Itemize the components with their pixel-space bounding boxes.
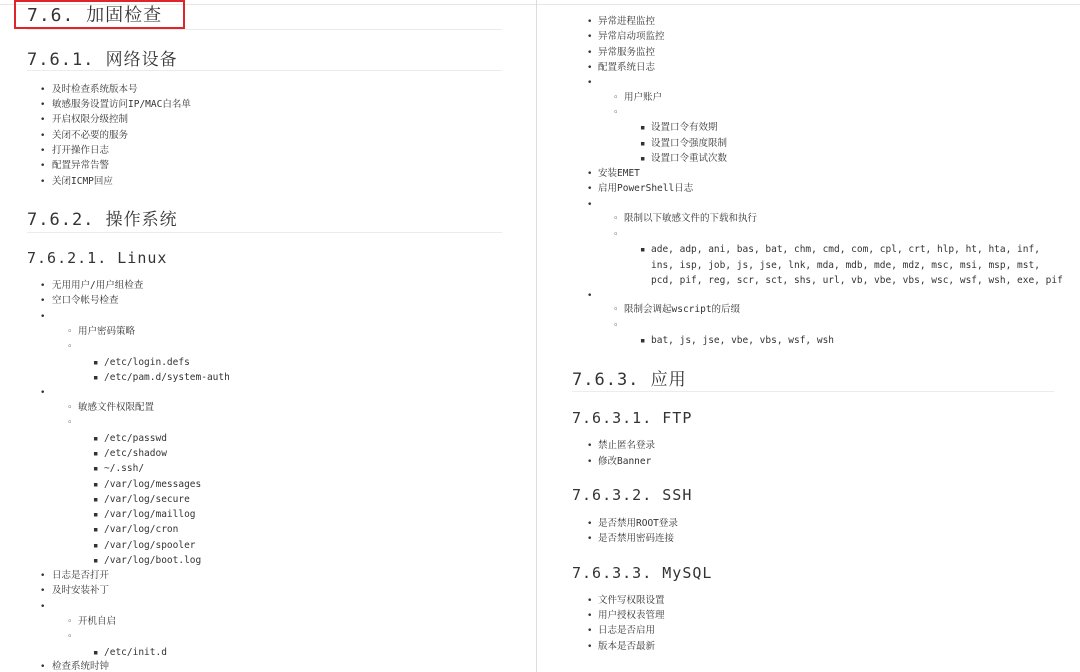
bullet-circle: ◦ [67, 403, 73, 413]
heading-underline [27, 70, 502, 71]
bullet-disc: • [40, 296, 46, 306]
list-item: 用户授权表管理 [598, 610, 665, 621]
bullet-disc: • [587, 534, 593, 544]
list-item: 关闭不必要的服务 [52, 130, 129, 141]
bullet-square: ▪ [640, 139, 646, 149]
path-item: /var/log/spooler [104, 540, 196, 551]
heading-underline [572, 391, 1054, 392]
list-item: 异常服务监控 [598, 47, 656, 58]
bullet-disc: • [587, 291, 593, 301]
bullet-disc: • [587, 184, 593, 194]
path-item: /etc/passwd [104, 433, 167, 444]
bullet-disc: • [587, 32, 593, 42]
bullet-square: ▪ [640, 123, 646, 133]
bullet-square: ▪ [640, 154, 646, 164]
bullet-square: ▪ [93, 556, 99, 566]
list-item: 检查系统时钟 [52, 661, 110, 672]
bullet-square: ▪ [93, 464, 99, 474]
heading-underline [27, 29, 502, 30]
list-item: 设置口令强度限制 [651, 138, 728, 149]
extension-list-line: ins, isp, job, js, jse, lnk, mda, mdb, mde, mdz, msc, msi, msp, mst, [651, 260, 1040, 271]
bullet-disc: • [40, 571, 46, 581]
list-item: 禁止匿名登录 [598, 440, 656, 451]
bullet-disc: • [40, 662, 46, 672]
list-item: 用户账户 [624, 92, 663, 103]
list-item: 关闭ICMP回应 [52, 176, 113, 187]
bullet-circle: ◦ [67, 617, 73, 627]
list-item: 异常启动项监控 [598, 31, 665, 42]
bullet-circle: ◦ [613, 93, 619, 103]
list-item: 限制会调起wscript的后缀 [624, 304, 741, 315]
extension-list-line: bat, js, jse, vbe, vbs, wsf, wsh [651, 335, 835, 346]
bullet-disc: • [40, 146, 46, 156]
bullet-square: ▪ [93, 373, 99, 383]
bullet-disc: • [587, 596, 593, 606]
list-item: 文件写权限设置 [598, 595, 665, 606]
bullet-square: ▪ [640, 245, 646, 255]
bullet-circle: ◦ [613, 321, 619, 331]
list-item: 开机自启 [78, 616, 117, 627]
bullet-disc: • [40, 281, 46, 291]
path-item: /var/log/messages [104, 479, 202, 490]
bullet-disc: • [587, 63, 593, 73]
list-item: 配置异常告警 [52, 160, 110, 171]
bullet-square: ▪ [640, 336, 646, 346]
bullet-disc: • [40, 161, 46, 171]
extension-list-line: ade, adp, ani, bas, bat, chm, cmd, com, cpl, crt, hlp, ht, hta, inf, [651, 244, 1040, 255]
bullet-disc: • [587, 457, 593, 467]
bullet-disc: • [40, 602, 46, 612]
bullet-square: ▪ [93, 510, 99, 520]
bullet-square: ▪ [93, 434, 99, 444]
list-item: 打开操作日志 [52, 145, 110, 156]
path-item: /var/log/secure [104, 494, 190, 505]
os-heading: 7.6.2. 操作系统 [27, 210, 178, 230]
list-item: 是否禁用ROOT登录 [598, 518, 678, 529]
bullet-circle: ◦ [67, 418, 73, 428]
bullet-circle: ◦ [613, 230, 619, 240]
bullet-circle: ◦ [613, 305, 619, 315]
path-item: /etc/shadow [104, 448, 167, 459]
list-item: 用户密码策略 [78, 326, 136, 337]
bullet-circle: ◦ [613, 214, 619, 224]
list-item: 版本是否最新 [598, 641, 656, 652]
network-devices-heading: 7.6.1. 网络设备 [27, 50, 178, 70]
right-column [540, 0, 1080, 672]
list-item: 开启权限分级控制 [52, 114, 129, 125]
bullet-disc: • [587, 78, 593, 88]
bullet-disc: • [587, 611, 593, 621]
ftp-heading: 7.6.3.1. FTP [572, 409, 693, 427]
bullet-disc: • [40, 586, 46, 596]
application-heading: 7.6.3. 应用 [572, 370, 687, 390]
list-item: 修改Banner [598, 456, 652, 467]
bullet-square: ▪ [93, 480, 99, 490]
bullet-disc: • [40, 388, 46, 398]
bullet-square: ▪ [93, 358, 99, 368]
bullet-disc: • [40, 85, 46, 95]
bullet-square: ▪ [93, 495, 99, 505]
list-item: 安装EMET [598, 168, 640, 179]
highlight-box [14, 0, 185, 29]
linux-heading: 7.6.2.1. Linux [27, 249, 168, 267]
bullet-disc: • [587, 48, 593, 58]
section-title: 7.6. 加固检查 [27, 5, 163, 26]
list-item: 及时安装补丁 [52, 585, 110, 596]
bullet-square: ▪ [93, 525, 99, 535]
bullet-circle: ◦ [67, 632, 73, 642]
list-item: 启用PowerShell日志 [598, 183, 694, 194]
list-item: 空口令帐号检查 [52, 295, 119, 306]
bullet-disc: • [587, 642, 593, 652]
bullet-disc: • [587, 626, 593, 636]
list-item: 异常进程监控 [598, 16, 656, 27]
bullet-disc: • [40, 115, 46, 125]
bullet-disc: • [40, 177, 46, 187]
left-column [0, 0, 530, 672]
bullet-circle: ◦ [67, 342, 73, 352]
list-item: 限制以下敏感文件的下载和执行 [624, 213, 758, 224]
bullet-disc: • [587, 519, 593, 529]
bullet-square: ▪ [93, 541, 99, 551]
mysql-heading: 7.6.3.3. MySQL [572, 564, 713, 582]
list-item: 及时检查系统版本号 [52, 84, 138, 95]
list-item: 设置口令有效期 [651, 122, 718, 133]
bullet-square: ▪ [93, 648, 99, 658]
path-item: /etc/init.d [104, 647, 167, 658]
path-item: ~/.ssh/ [104, 463, 145, 474]
bullet-disc: • [587, 169, 593, 179]
list-item: 日志是否启用 [598, 625, 656, 636]
list-item: 敏感文件权限配置 [78, 402, 155, 413]
list-item: 设置口令重试次数 [651, 153, 728, 164]
extension-list-line: pcd, pif, reg, scr, sct, shs, url, vb, vbe, vbs, wsc, wsf, wsh, exe, pif [651, 275, 1063, 286]
bullet-circle: ◦ [67, 327, 73, 337]
bullet-disc: • [40, 131, 46, 141]
list-item: 敏感服务设置访问IP/MAC白名单 [52, 99, 191, 110]
heading-underline [27, 232, 502, 233]
path-item: /var/log/boot.log [104, 555, 202, 566]
path-item: /var/log/cron [104, 524, 179, 535]
ssh-heading: 7.6.3.2. SSH [572, 486, 693, 504]
list-item: 日志是否打开 [52, 570, 110, 581]
path-item: /etc/login.defs [104, 357, 190, 368]
bullet-disc: • [40, 100, 46, 110]
bullet-disc: • [587, 17, 593, 27]
bullet-circle: ◦ [613, 108, 619, 118]
bullet-disc: • [587, 200, 593, 210]
bullet-disc: • [40, 312, 46, 322]
bullet-square: ▪ [93, 449, 99, 459]
path-item: /var/log/maillog [104, 509, 196, 520]
list-item: 无用用户/用户组检查 [52, 280, 144, 291]
column-divider [536, 0, 537, 672]
path-item: /etc/pam.d/system-auth [104, 372, 230, 383]
list-item: 是否禁用密码连接 [598, 533, 675, 544]
bullet-disc: • [587, 441, 593, 451]
list-item: 配置系统日志 [598, 62, 656, 73]
